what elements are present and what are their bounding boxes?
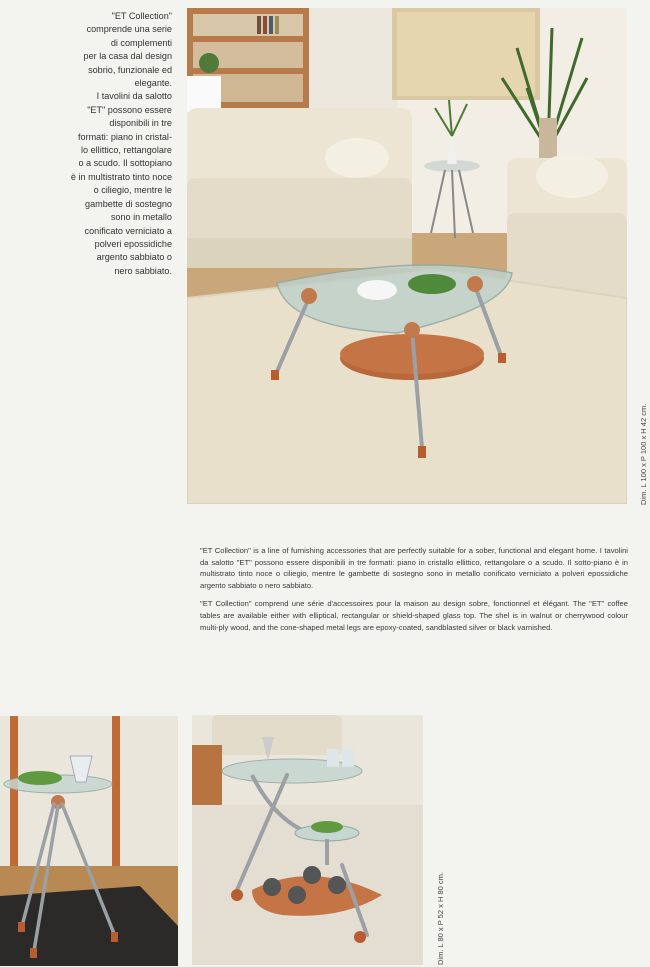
body-paragraph: "ET Collection" is a line of furnishing accessories that are perfectly suitable for a sober, functional and elegant home. I tavolini da salotto "ET" possono essere disponibili in tre formati: piano in cristallo ellittico, rettangolare o a scudo. Il sotto-piano è in multistrato tinto noce o ciliegio, mentre le gambette di sostegno sono in metallo conificato verniciato a polveri epossidiche argento sabbiato o nero sabbiato. [200, 546, 628, 590]
body-text [200, 545, 628, 640]
coffee-table-dimensions: Dim. L 100 x P 100 x H 42 cm. [639, 403, 648, 505]
side-table-photo [0, 716, 178, 966]
living-room-photo [187, 8, 627, 504]
trolley-photo [192, 715, 423, 965]
intro-text: "ET Collection" comprende una serie di complementi per la casa dal design sobrio, funzionale ed elegante. I tavolini da salotto "ET" possono essere disponibili in tre formati: piano in cristal- lo ellittico, rettangolare o a scudo. Il sottopiano è in multistrato tinto noce o ciliegio, mentre le gambette di sostegno sono in metallo conificato verniciato a polveri epossidiche argento sabbiato o nero sabbiato. [70, 11, 172, 276]
body-paragraph: "ET Collection" comprend une série d'accessoires pour la maison au design sobre, fonctionnel et élégant. The "ET" coffee tables are available either with elliptical, rectangular or shield-shaped glass top. The shel is in walnut or cherrywood colour multi-ply wood, and the cone-shaped metal legs are epoxy-coated, sandblasted silver or black varnished. [200, 599, 628, 632]
trolley-dimensions: Dim. L 80 x P 52 x H 80 cm. [436, 872, 445, 965]
